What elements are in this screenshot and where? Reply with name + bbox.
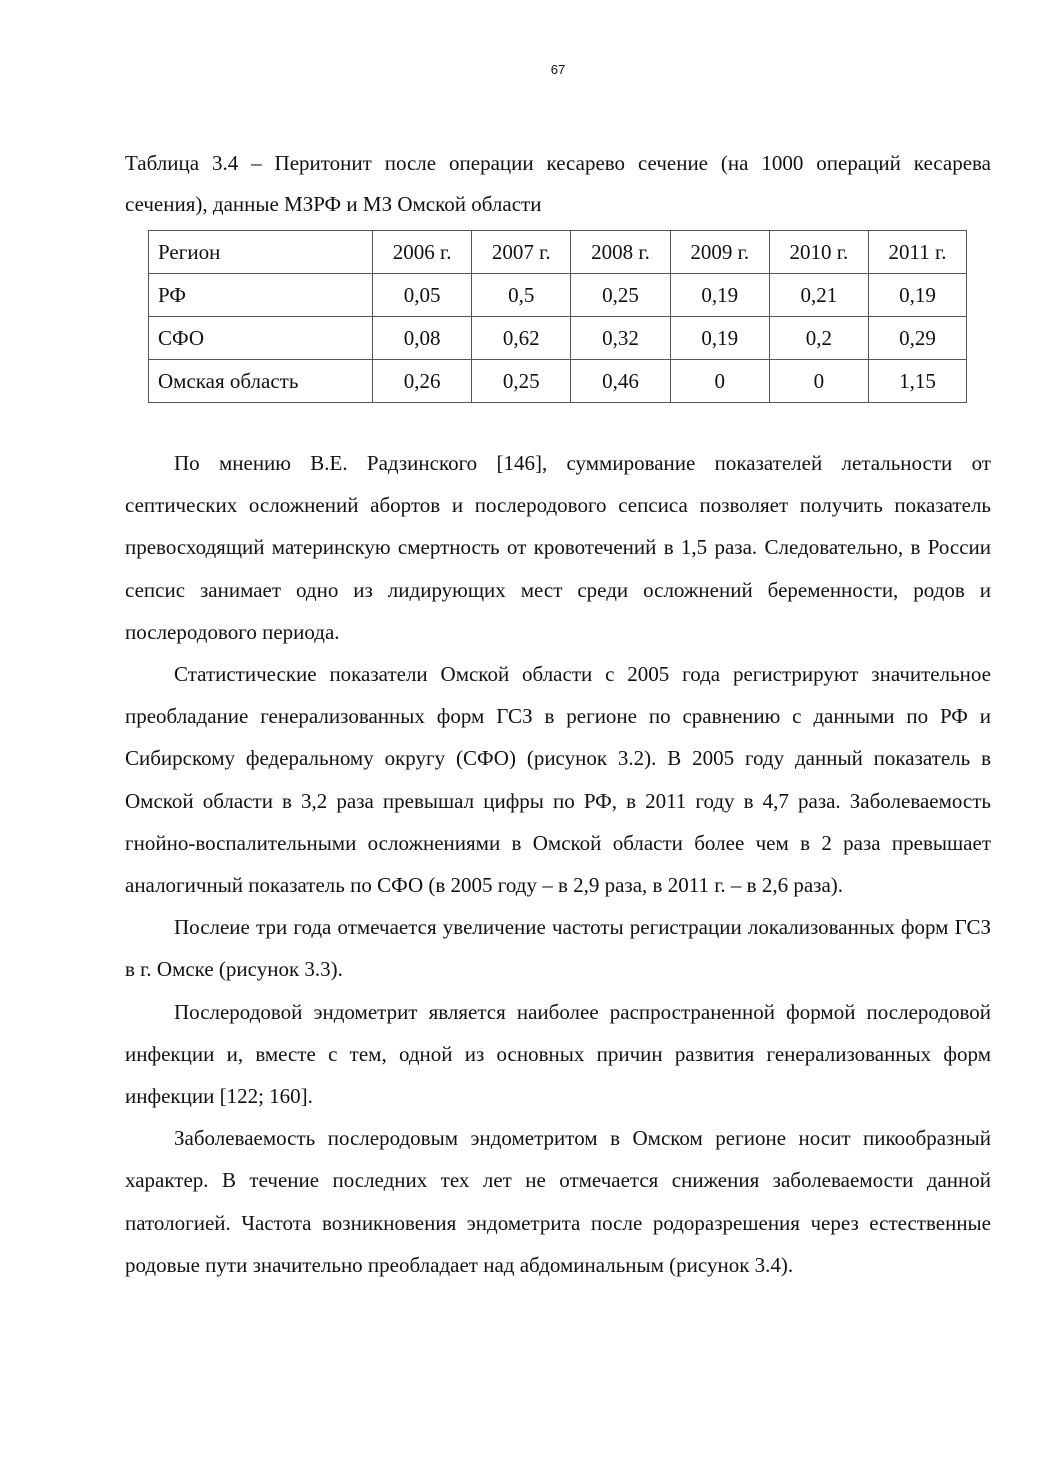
table-header-cell: 2008 г. [571, 231, 670, 274]
table-row [149, 274, 967, 317]
page-number: 67 [550, 62, 566, 77]
table-cell: 0,05 [373, 274, 472, 317]
table-header-cell: 2009 г. [670, 231, 769, 274]
table-header-row [149, 231, 967, 274]
table-cell: 0,19 [869, 274, 967, 317]
table-row [149, 317, 967, 360]
table-cell: Омская область [149, 360, 373, 403]
table-cell: 1,15 [869, 360, 967, 403]
table-cell: РФ [149, 274, 373, 317]
table-header-cell: 2006 г. [373, 231, 472, 274]
table-caption: Таблица 3.4 – Перитонит после операции кесарево сечение (на 1000 операций кесарева сечения), данные МЗРФ и МЗ Омской области [125, 151, 991, 216]
paragraph: Послеродовой эндометрит является наиболее распространенной формой послеродовой инфекции и, вместе с тем, одной из основных причин развития генерализованных форм инфекции [122; 160]. [125, 999, 991, 1109]
table-cell: 0,29 [869, 317, 967, 360]
table-cell: 0,46 [571, 360, 670, 403]
data-table [148, 230, 967, 403]
table-cell: 0,19 [670, 274, 769, 317]
table-header-cell: 2010 г. [769, 231, 868, 274]
paragraph: Статистические показатели Омской области с 2005 года регистрируют значительное преобладание генерализованных форм ГСЗ в регионе по сравнению с данными по РФ и Сибирскому федеральному округу (СФО) (рисунок 3.2). В 2005 году данный показатель в Омской области в 3,2 раза превышал цифры по РФ, в 2011 году в 4,7 раза. Заболеваемость гнойно-воспалительными осложнениями в Омской области более чем в 2 раза превышает аналогичный показатель по СФО (в 2005 году – в 2,9 раза, в 2011 г. – в 2,6 раза). [125, 662, 991, 898]
table-cell: 0,19 [670, 317, 769, 360]
table-cell: 0,5 [472, 274, 571, 317]
table-row [149, 360, 967, 403]
body-text [125, 442, 991, 1286]
paragraph: Заболеваемость послеродовым эндометритом в Омском регионе носит пикообразный характер. В течение последних тех лет не отмечается снижения заболеваемости данной патологией. Частота возникновения эндометрита после родоразрешения через естественные родовые пути значительно преобладает над абдоминальным (рисунок 3.4). [125, 1126, 991, 1277]
paragraph: Послеие три года отмечается увеличение частоты регистрации локализованных форм ГСЗ в г. Омске (рисунок 3.3). [125, 915, 991, 982]
paragraph: По мнению В.Е. Радзинского [146], суммирование показателей летальности от септических осложнений абортов и послеродового сепсиса позволяет получить показатель превосходящий материнскую смертность от кровотечений в 1,5 раза. Следовательно, в России сепсис занимает одно из лидирующих мест среди осложнений беременности, родов и послеродового периода. [125, 451, 991, 644]
table-cell: 0,2 [769, 317, 868, 360]
table-cell: 0,08 [373, 317, 472, 360]
table-cell: 0,32 [571, 317, 670, 360]
table-cell: 0,25 [472, 360, 571, 403]
table-cell: 0,62 [472, 317, 571, 360]
table-header-cell: Регион [149, 231, 373, 274]
table-cell: 0,25 [571, 274, 670, 317]
table-cell: 0,21 [769, 274, 868, 317]
table-header-cell: 2007 г. [472, 231, 571, 274]
table-cell: 0 [670, 360, 769, 403]
table-header-cell: 2011 г. [869, 231, 967, 274]
table-cell: 0 [769, 360, 868, 403]
table-cell: СФО [149, 317, 373, 360]
table-cell: 0,26 [373, 360, 472, 403]
